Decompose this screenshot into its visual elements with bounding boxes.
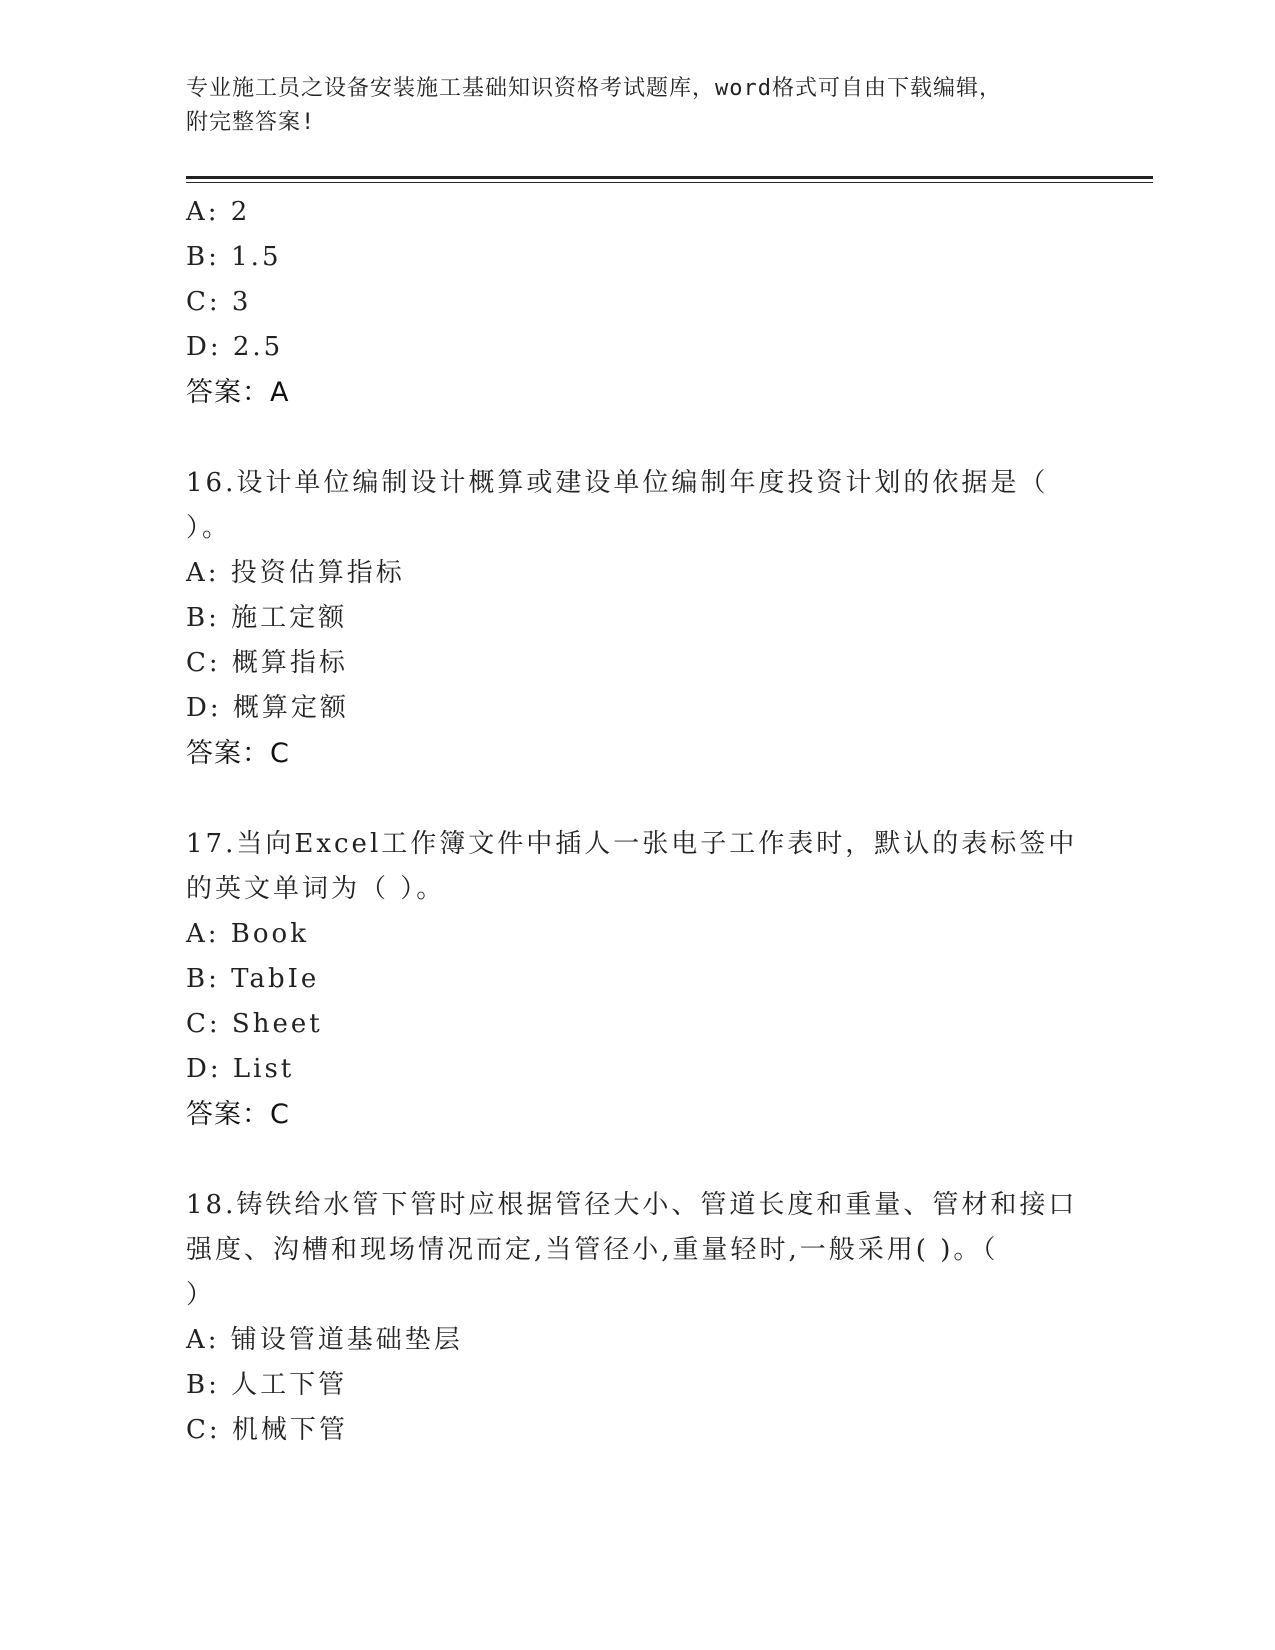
answer-line: 答案：C — [186, 1099, 290, 1130]
question-text-line-1: 17.当向Excel工作簿文件中插人一张电子工作表时，默认的表标签中 — [186, 829, 1078, 859]
question-text-line-2: 强度、沟槽和现场情况而定,当管径小,重量轻时,一般采用( )。（ — [186, 1235, 999, 1265]
header-line-2: 附完整答案! — [186, 110, 316, 135]
question-16 — [186, 461, 1086, 776]
option-d: D: 概算定额 — [186, 693, 349, 723]
option-a: A: 投资估算指标 — [186, 558, 405, 588]
option-c: C: 机械下管 — [186, 1415, 348, 1445]
question-text-line-2: 的英文单词为（ ）。 — [186, 874, 446, 904]
header-line-1: 专业施工员之设备安装施工基础知识资格考试题库，word格式可自由下载编辑， — [186, 76, 1002, 101]
question-text-line-2: ）。 — [186, 513, 232, 543]
option-b: B: 施工定额 — [186, 603, 348, 633]
question-text-line-1: 16.设计单位编制设计概算或建设单位编制年度投资计划的依据是（ — [186, 468, 1049, 498]
question-list — [186, 190, 1086, 1453]
answer-line: 答案：A — [186, 377, 290, 408]
option-b: B: 人工下管 — [186, 1370, 348, 1400]
option-b: B: TabIe — [186, 964, 320, 994]
question-15-continued — [186, 190, 1086, 415]
option-d: D: List — [186, 1054, 295, 1084]
answer-line: 答案：C — [186, 738, 290, 769]
header-divider-thick — [186, 176, 1153, 179]
document-header — [186, 72, 1066, 140]
option-c: C: 3 — [186, 287, 252, 317]
question-18 — [186, 1183, 1086, 1453]
option-a: A: 2 — [186, 197, 251, 227]
option-c: C: 概算指标 — [186, 648, 348, 678]
question-text-line-1: 18.铸铁给水管下管时应根据管径大小、管道长度和重量、管材和接口 — [186, 1190, 1078, 1220]
option-c: C: Sheet — [186, 1009, 323, 1039]
option-d: D: 2.5 — [186, 332, 284, 362]
option-a: A: 铺设管道基础垫层 — [186, 1325, 463, 1355]
option-b: B: 1.5 — [186, 242, 282, 272]
question-text-line-3: ） — [186, 1280, 216, 1310]
header-divider-thin — [186, 182, 1153, 183]
option-a: A: Book — [186, 919, 309, 949]
question-17 — [186, 822, 1086, 1137]
